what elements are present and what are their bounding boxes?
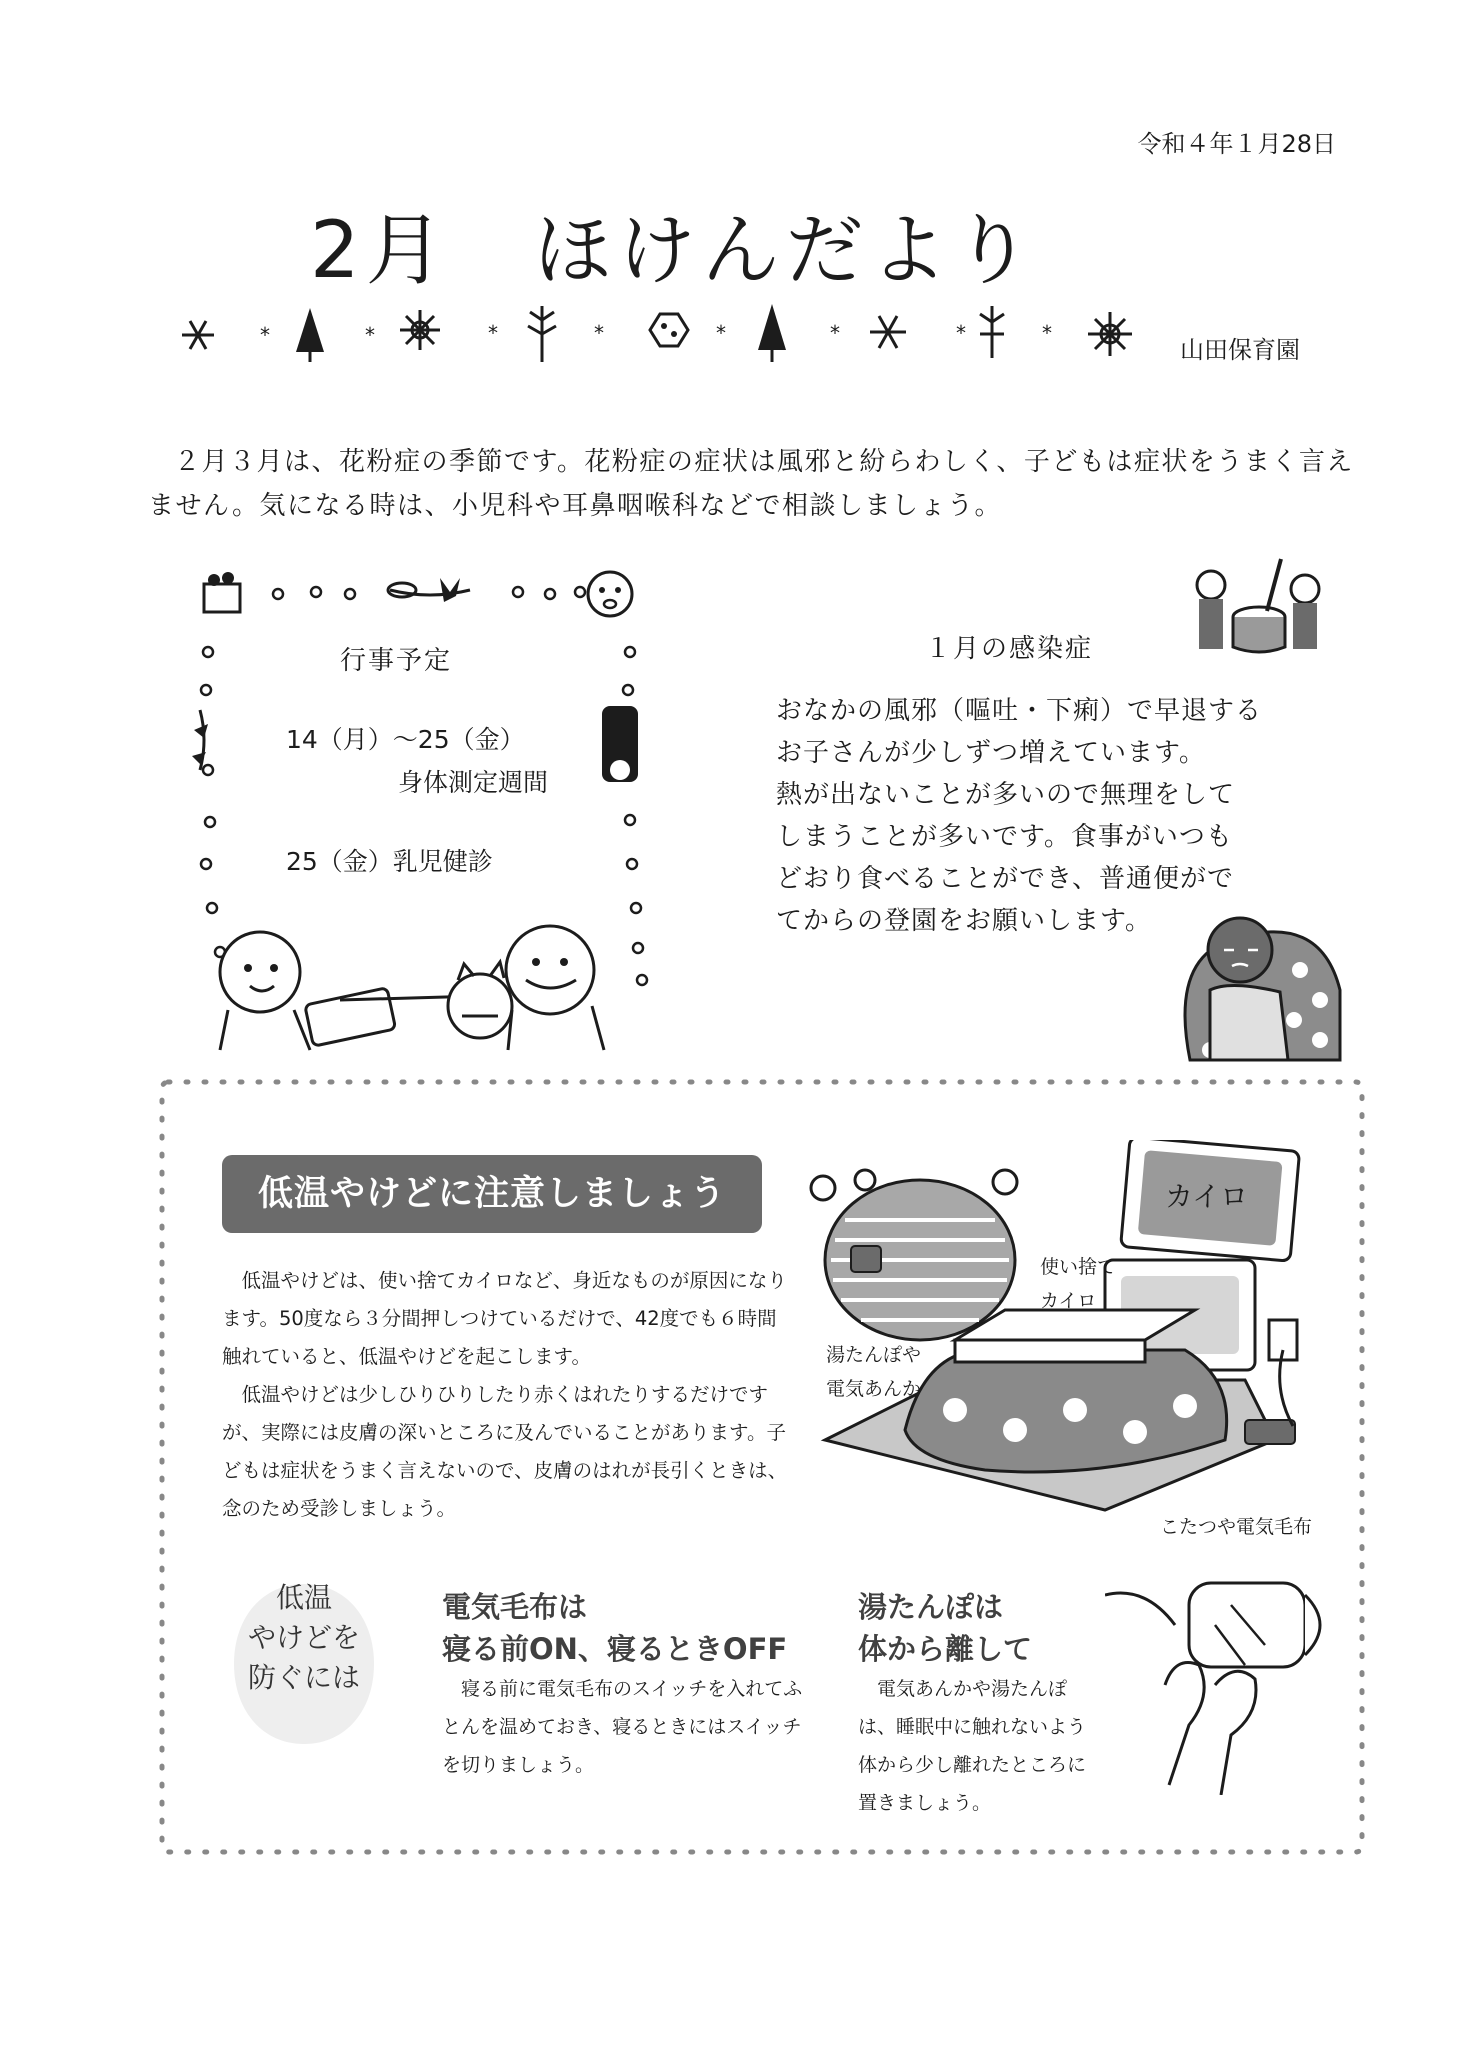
ornament-ball-icon xyxy=(650,314,688,346)
oni-mask-icon xyxy=(588,572,632,616)
burn-paragraph-1: 低温やけどは、使い捨てカイロなど、身近なものが原因になります。50度なら３分間押しつけているだけで、42度でも６時間触れていると、低温やけどを起こします。 xyxy=(222,1269,787,1368)
kairo-pack-text: カイロ xyxy=(1165,1180,1249,1213)
intro-paragraph: ２月３月は、花粉症の季節です。花粉症の症状は風邪と紛らわしく、子どもは症状をうまく言えません。気になる時は、小児科や耳鼻咽喉科などで相談しましょう。 xyxy=(148,447,1354,521)
issue-date: 令和４年１月28日 xyxy=(1137,130,1336,158)
ehomaki-roll-icon xyxy=(602,706,638,782)
holly-sardine-icon xyxy=(388,578,470,602)
kairo-pack-icon xyxy=(1121,1140,1300,1261)
tip-2-body: 電気あんかや湯たんぽは、睡眠中に触れないよう体から少し離れたところに置きましょう。 xyxy=(858,1678,1087,1814)
holly-sprig-icon xyxy=(192,710,208,770)
svg-text:*: * xyxy=(594,321,604,345)
burn-warning-banner: 低温やけどに注意しましょう xyxy=(222,1155,762,1233)
events-title: 行事予定 xyxy=(340,646,453,676)
events-dotted-frame xyxy=(190,560,650,1060)
burn-explanation xyxy=(222,1262,792,1528)
label-yutanpo: 湯たんぽや 電気あんか xyxy=(826,1344,922,1400)
event-1-dates: 14（月）～25（金） xyxy=(286,725,525,754)
sick-child-resting-illustration xyxy=(1170,900,1350,1068)
children-oni-illustration xyxy=(220,926,604,1050)
event-2-line: 25（金）乳児健診 xyxy=(286,847,493,876)
prevent-label: 低温 やけどを 防ぐには xyxy=(247,1581,360,1694)
winter-ornament-row xyxy=(170,300,1140,370)
infection-line: どおり食べることができ、普通便がで xyxy=(776,864,1234,894)
label-kairo: 使い捨て カイロ xyxy=(1040,1256,1117,1312)
mochi-pounding-illustration xyxy=(1185,555,1325,665)
burn-paragraph-2: 低温やけどは少しひりひりしたり赤くはれたりするだけですが、実際には皮膚の深いところに及んでいることがあります。子どもは症状をうまく言えないので、皮膚のはれが長引くときは、念のため受診しましょう。 xyxy=(222,1383,788,1520)
power-outlet-icon xyxy=(1269,1320,1297,1426)
feet-and-yutanpo-illustration xyxy=(1105,1575,1345,1795)
svg-text:*: * xyxy=(956,321,966,345)
tip-1-body: 寝る前に電気毛布のスイッチを入れてふとんを温めておき、寝るときにはスイッチを切りましょう。 xyxy=(442,1678,803,1776)
infection-line: 熱が出ないことが多いので無理をして xyxy=(776,780,1236,810)
svg-text:*: * xyxy=(488,321,498,345)
infection-title: １月の感染症 xyxy=(925,634,1094,664)
hot-water-bottle-icon xyxy=(825,1180,1015,1340)
svg-text:*: * xyxy=(365,323,375,347)
event-1-name: 身体測定週間 xyxy=(398,768,549,797)
svg-text:*: * xyxy=(830,321,840,345)
heat-sources-illustration xyxy=(805,1140,1325,1520)
svg-text:*: * xyxy=(260,323,270,347)
tip-1-heading: 電気毛布は 寝る前ON、寝るときOFF xyxy=(442,1590,788,1666)
infection-line: しまうことが多いです。食事がいつも xyxy=(776,822,1233,852)
school-name: 山田保育園 xyxy=(1180,336,1300,364)
star-icon xyxy=(260,321,1052,347)
infection-line: おなかの風邪（嘔吐・下痢）で早退する xyxy=(776,696,1263,726)
tip-2-heading: 湯たんぽは 体から離して xyxy=(858,1590,1033,1666)
infection-line: お子さんが少しずつ増えています。 xyxy=(776,738,1206,768)
page-title: 2月 ほけんだより xyxy=(310,206,1038,296)
rice-box-icon xyxy=(204,572,240,612)
label-kotatsu: こたつや電気毛布 xyxy=(1160,1516,1313,1538)
infection-line: てからの登園をお願いします。 xyxy=(776,906,1152,936)
svg-text:*: * xyxy=(1042,321,1052,345)
svg-text:*: * xyxy=(716,321,726,345)
